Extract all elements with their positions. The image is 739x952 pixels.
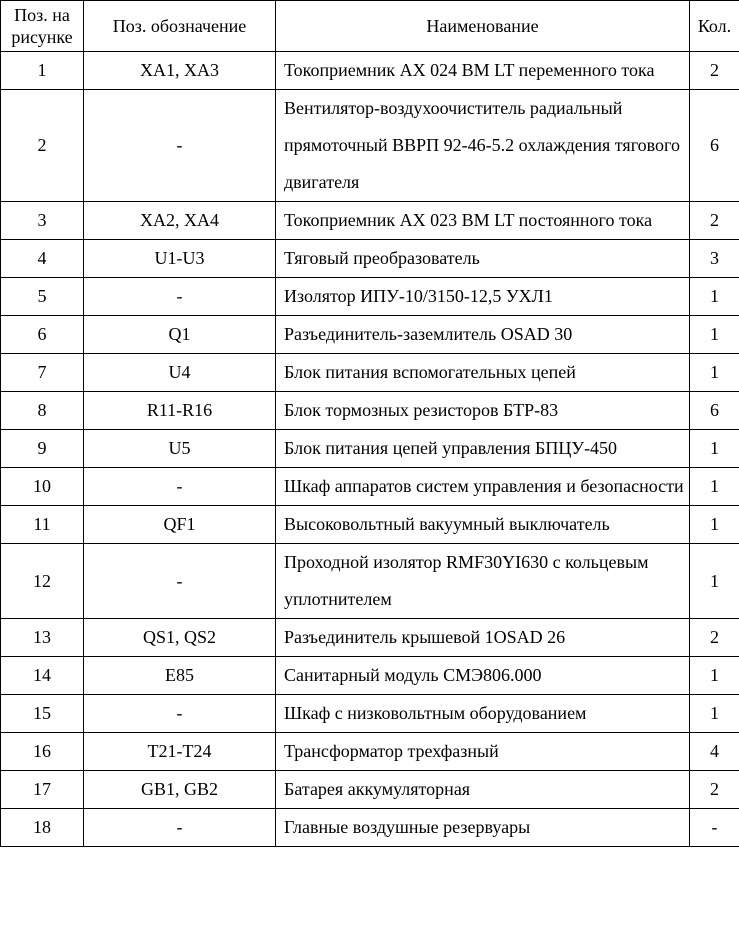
cell-name: Тяговый преобразователь (276, 240, 690, 278)
cell-pos: 4 (1, 240, 84, 278)
table-row (1, 771, 739, 809)
table-row (1, 354, 739, 392)
cell-name: Главные воздушные резервуары (276, 809, 690, 847)
cell-qty: 1 (690, 657, 739, 695)
cell-name: Батарея аккумуляторная (276, 771, 690, 809)
cell-qty: 1 (690, 506, 739, 544)
table-row (1, 733, 739, 771)
cell-designation: - (84, 90, 276, 202)
cell-pos: 13 (1, 619, 84, 657)
cell-name: Шкаф с низковольтным оборудованием (276, 695, 690, 733)
cell-designation: U4 (84, 354, 276, 392)
cell-qty: 1 (690, 468, 739, 506)
cell-qty: 2 (690, 771, 739, 809)
cell-qty: 2 (690, 202, 739, 240)
cell-name: Блок питания вспомогательных цепей (276, 354, 690, 392)
cell-name: Блок питания цепей управления БПЦУ-450 (276, 430, 690, 468)
cell-name: Вентилятор-воздухоочиститель радиальный прямоточный ВВРП 92-46-5.2 охлаждения тягового двигателя (276, 90, 690, 202)
cell-name: Санитарный модуль СМЭ806.000 (276, 657, 690, 695)
cell-designation: U5 (84, 430, 276, 468)
cell-designation: GB1, GB2 (84, 771, 276, 809)
header-row (1, 1, 739, 52)
cell-pos: 6 (1, 316, 84, 354)
cell-name: Блок тормозных резисторов БТР-83 (276, 392, 690, 430)
header-pos-fig: Поз. на рисунке (1, 1, 84, 52)
cell-designation: Q1 (84, 316, 276, 354)
table-row (1, 544, 739, 619)
cell-pos: 2 (1, 90, 84, 202)
cell-designation: R11-R16 (84, 392, 276, 430)
cell-pos: 9 (1, 430, 84, 468)
table-row (1, 619, 739, 657)
cell-designation: - (84, 695, 276, 733)
table-row (1, 809, 739, 847)
cell-designation: - (84, 544, 276, 619)
cell-qty: 1 (690, 695, 739, 733)
cell-designation: - (84, 278, 276, 316)
table-row (1, 430, 739, 468)
table-row (1, 240, 739, 278)
cell-qty: 1 (690, 354, 739, 392)
table-row (1, 52, 739, 90)
cell-designation: - (84, 468, 276, 506)
cell-designation: QS1, QS2 (84, 619, 276, 657)
cell-pos: 7 (1, 354, 84, 392)
cell-designation: T21-T24 (84, 733, 276, 771)
cell-designation: XA2, XA4 (84, 202, 276, 240)
cell-pos: 1 (1, 52, 84, 90)
cell-qty: 4 (690, 733, 739, 771)
cell-qty: 1 (690, 544, 739, 619)
header-name: Наименование (276, 1, 690, 52)
cell-qty: 1 (690, 430, 739, 468)
cell-pos: 18 (1, 809, 84, 847)
cell-designation: QF1 (84, 506, 276, 544)
header-qty: Кол. (690, 1, 739, 52)
table-row (1, 392, 739, 430)
cell-qty: 1 (690, 316, 739, 354)
cell-qty: - (690, 809, 739, 847)
cell-pos: 12 (1, 544, 84, 619)
cell-name: Токоприемник AX 024 BM LT переменного тока (276, 52, 690, 90)
cell-name: Трансформатор трехфазный (276, 733, 690, 771)
cell-qty: 6 (690, 392, 739, 430)
cell-name: Разъединитель-заземлитель OSAD 30 (276, 316, 690, 354)
cell-qty: 6 (690, 90, 739, 202)
cell-qty: 3 (690, 240, 739, 278)
table-row (1, 278, 739, 316)
table-row (1, 468, 739, 506)
cell-pos: 15 (1, 695, 84, 733)
cell-pos: 3 (1, 202, 84, 240)
cell-pos: 11 (1, 506, 84, 544)
cell-pos: 17 (1, 771, 84, 809)
table-row (1, 657, 739, 695)
table-row (1, 506, 739, 544)
cell-name: Изолятор ИПУ-10/3150-12,5 УХЛ1 (276, 278, 690, 316)
cell-name: Проходной изолятор RMF30YI630 с кольцевым уплотнителем (276, 544, 690, 619)
cell-qty: 2 (690, 619, 739, 657)
table-row (1, 695, 739, 733)
cell-name: Высоковольтный вакуумный выключатель (276, 506, 690, 544)
table-row (1, 316, 739, 354)
cell-name: Шкаф аппаратов систем управления и безопасности (276, 468, 690, 506)
table-row (1, 202, 739, 240)
cell-designation: U1-U3 (84, 240, 276, 278)
cell-name: Разъединитель крышевой 1OSAD 26 (276, 619, 690, 657)
cell-designation: - (84, 809, 276, 847)
cell-pos: 10 (1, 468, 84, 506)
cell-qty: 2 (690, 52, 739, 90)
cell-qty: 1 (690, 278, 739, 316)
cell-designation: XA1, XA3 (84, 52, 276, 90)
table-body (1, 52, 739, 847)
cell-pos: 8 (1, 392, 84, 430)
header-pos-designation: Поз. обозначение (84, 1, 276, 52)
cell-pos: 16 (1, 733, 84, 771)
table-row (1, 90, 739, 202)
cell-pos: 5 (1, 278, 84, 316)
cell-designation: E85 (84, 657, 276, 695)
cell-name: Токоприемник AX 023 BM LT постоянного тока (276, 202, 690, 240)
cell-pos: 14 (1, 657, 84, 695)
